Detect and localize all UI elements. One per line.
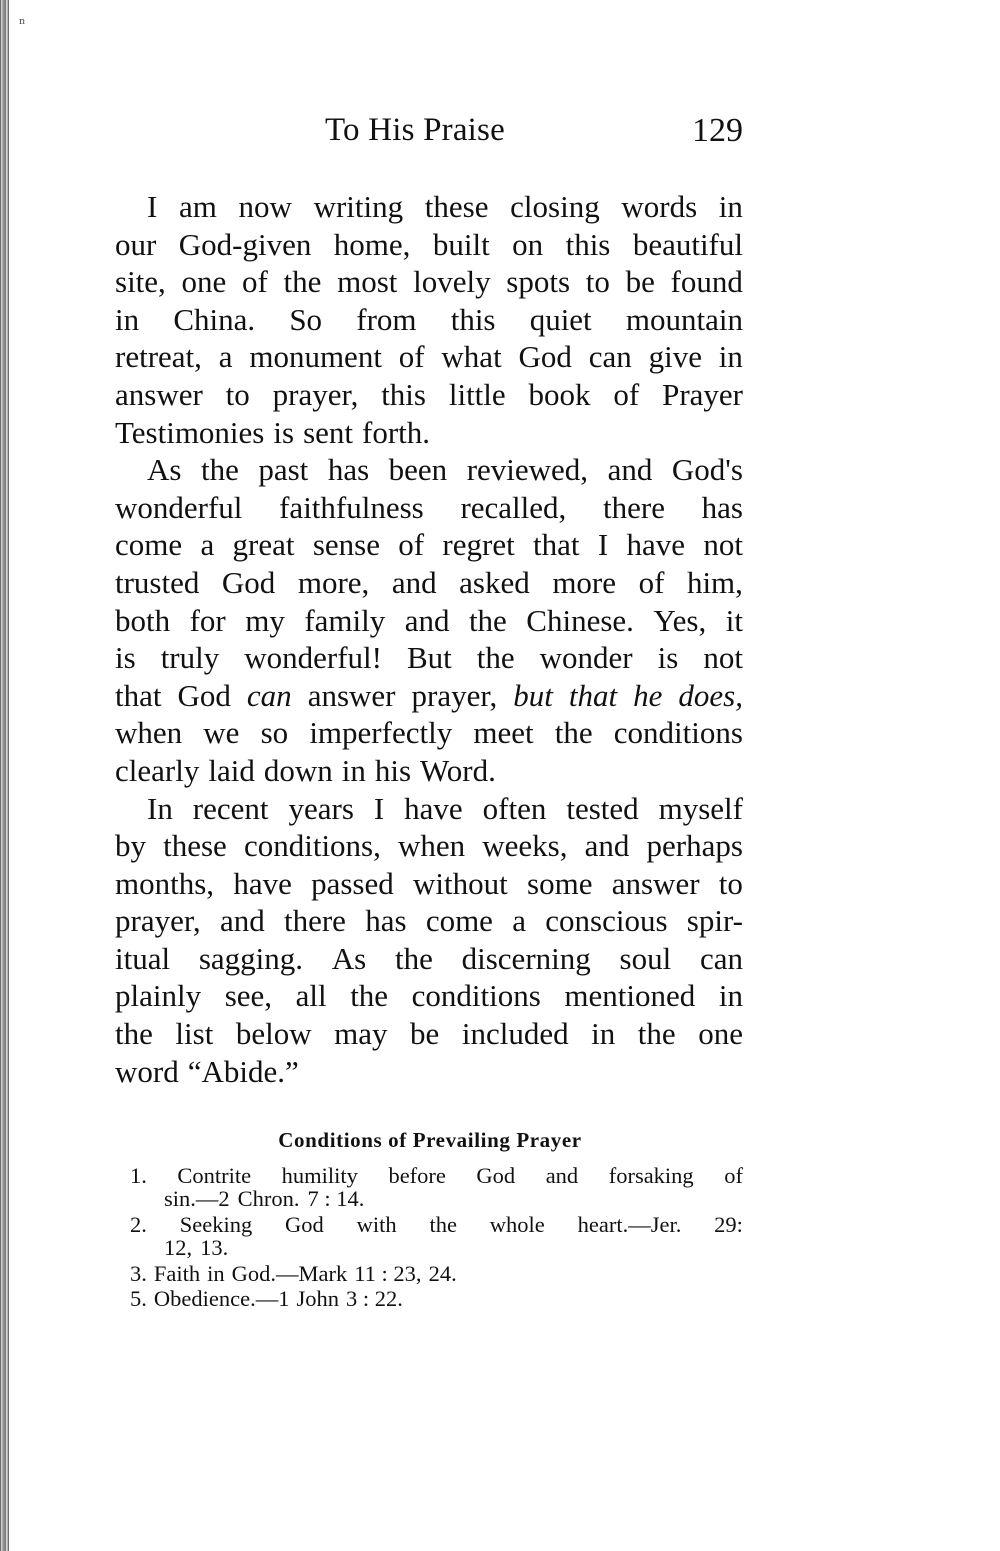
word: the [476,640,515,676]
word: passed [311,865,394,901]
text-line [115,489,743,527]
body-text [115,188,743,1090]
page-number: 129 [692,112,743,149]
word: clearly [115,752,200,788]
word: tested [566,790,639,826]
condition-number: 2. [130,1212,147,1237]
text-line [115,414,743,452]
condition-line [130,1286,743,1311]
word: both [115,602,171,638]
word: found [670,264,743,300]
word: John [296,1286,339,1311]
word: come [115,527,183,563]
word: forsaking [608,1163,694,1188]
word: is [273,414,295,450]
word: prayer, [115,903,201,939]
word: spots [506,264,571,300]
word: of [241,264,268,300]
text-line [115,451,743,489]
text-line [115,865,743,903]
word: myself [658,790,743,826]
word: see, [224,978,273,1014]
word: the [429,1212,457,1237]
word: 12, [164,1235,193,1260]
condition-continuation [130,1188,743,1212]
word: answer [611,865,700,901]
word: is [657,640,679,676]
word: have [404,790,463,826]
text-line [115,977,743,1015]
word: family [304,602,386,638]
word: of [724,1163,743,1188]
word: for [189,602,226,638]
paragraph [115,451,743,789]
word: in [718,189,743,224]
condition-line [130,1212,743,1237]
word: a [200,527,215,563]
word: “Abide.” [187,1053,299,1089]
word: most [337,264,398,300]
word: months, [115,865,215,901]
word: sense [312,527,380,563]
word: itual [115,940,171,976]
word: one [181,264,227,300]
word: that [533,527,580,563]
text-line [115,564,743,602]
word: Seeking [179,1212,253,1237]
word: the [115,1016,153,1052]
word: has [701,489,743,525]
word: writing [313,189,404,224]
text-line [115,301,743,339]
word: come [425,903,493,939]
word: sagging. [198,940,304,976]
text-line [115,639,743,677]
word: with [356,1212,397,1237]
binding-mark: ռ [19,16,25,26]
word: am [178,189,217,224]
word: great [232,527,295,563]
word: imperfectly [309,715,453,751]
word: the [554,715,593,751]
word: humility [281,1163,358,1188]
word: that [568,677,618,713]
word: answer [307,677,396,713]
word: quiet [529,301,592,337]
word: the [200,452,239,488]
condition-item [130,1261,743,1286]
word: retreat, [115,339,202,375]
word: before [388,1163,446,1188]
word: wonderful! [244,640,382,676]
paragraph [115,188,743,451]
word: of [398,527,425,563]
section-heading: Conditions of Prevailing Prayer [278,1128,582,1152]
word: give [648,339,702,375]
word: 3 : 22. [345,1286,403,1311]
word: sin.—2 [164,1186,230,1211]
text-line [115,338,743,376]
word: not [703,640,743,676]
text-line [115,188,743,226]
text-line [115,1015,743,1053]
word: may [334,1016,388,1052]
word: there [603,489,665,525]
word: the [637,1016,676,1052]
word: past [258,452,309,488]
word: can [246,677,292,713]
word: the [350,978,389,1014]
condition-item [130,1163,743,1212]
word: list [175,1016,214,1052]
word: Testimonies [115,414,265,450]
text-line [115,263,743,301]
word: weeks, [482,828,568,864]
word: As [147,452,182,488]
word: But [406,640,452,676]
word: plainly [115,978,202,1014]
word: answer [115,376,203,412]
word: closing [510,189,600,224]
word: these [424,189,489,224]
word: this [381,376,426,412]
word: a [218,339,233,375]
condition-line [130,1261,743,1286]
word: site, [115,264,166,300]
word: some [527,865,593,901]
word: Chron. [237,1186,300,1211]
text-line [115,790,743,828]
word: truly [160,640,220,676]
word: to [225,376,250,412]
word: laid [208,752,255,788]
word: when [115,715,183,751]
word: God.—Mark [231,1261,348,1286]
condition-item [130,1286,743,1311]
word: soul [619,940,672,976]
word: without [413,865,508,901]
word: God [221,564,276,600]
condition-number: 1. [130,1163,147,1188]
word: my [245,602,285,638]
word: be [410,1016,440,1052]
word: on [512,226,544,262]
word: recent [192,790,269,826]
word: often [482,790,547,826]
word: in [591,1016,616,1052]
word: of [613,376,640,412]
word: God [476,1163,516,1188]
word: words [621,189,698,224]
word: but [513,677,553,713]
word: faithfulness [279,489,424,525]
word: So [289,301,323,337]
word: down [263,752,333,788]
text-line [115,602,743,640]
word: more [552,564,617,600]
word: in [341,752,366,788]
word: conditions [613,715,743,751]
word: this [450,301,496,337]
word: all [295,978,327,1014]
word: so [260,715,289,751]
word: in [718,978,743,1014]
running-header [115,112,745,162]
text-line [115,677,743,715]
running-title: To His Praise [325,112,505,148]
word: 29: [714,1212,743,1237]
word: Prayer [662,376,743,412]
word: As [331,940,367,976]
word: book [528,376,591,412]
word: can [588,339,632,375]
word: God [518,339,572,375]
word: 24. [428,1261,457,1286]
word: Contrite [177,1163,252,1188]
word: built [432,226,490,262]
word: is [115,640,136,676]
word: whole [489,1212,545,1237]
word: these [163,828,227,864]
word: it [725,602,743,638]
word: I [147,189,158,224]
text-line [115,902,743,940]
word: have [626,527,685,563]
condition-line [130,1163,743,1188]
text-line [115,714,743,752]
word: the [395,940,433,976]
word: monument [249,339,382,375]
word: Faith [153,1261,201,1286]
text-line [115,376,743,414]
word: this [565,226,611,262]
word: little [448,376,506,412]
word: Obedience.—1 [153,1286,290,1311]
word: mountain [625,301,743,337]
word: he [633,677,663,713]
word: God-given [178,226,312,262]
word: I [373,790,385,826]
word: of [638,564,665,600]
word: him, [686,564,743,600]
condition-number: 3. [130,1261,147,1286]
text-line [115,940,743,978]
word: home, [333,226,411,262]
word: of [398,339,425,375]
word: recalled, [460,489,567,525]
word: perhaps [646,828,743,864]
word: one [698,1016,743,1052]
text-line [115,827,743,865]
word: heart.—Jer. [577,1212,682,1237]
word: been [388,452,448,488]
word: spir- [686,903,743,939]
text-line [115,1053,743,1091]
word: reviewed, [466,452,589,488]
word: asked [459,564,530,600]
word: God [285,1212,324,1237]
word: can [699,940,743,976]
word: conditions [411,978,541,1014]
word: Word. [420,752,496,788]
word: mentioned [564,978,696,1014]
word: Chinese. [526,602,634,638]
word: from [356,301,417,337]
word: what [441,339,502,375]
text-line [115,752,743,790]
word: God [177,677,231,713]
word: be [625,264,655,300]
word: trusted [115,564,200,600]
conditions-list [130,1163,743,1311]
word: beautiful [632,226,743,262]
word: and [584,828,630,864]
text-line [115,526,743,564]
word: and [607,452,653,488]
word: to [718,865,743,901]
word: when [398,828,466,864]
word: discerning [461,940,591,976]
word: in [207,1261,225,1286]
word: now [238,189,292,224]
word: that [115,677,162,713]
word: 11 : 23, [354,1261,422,1286]
word: wonderful [115,489,243,525]
word: more, [297,564,370,600]
word: and [545,1163,579,1188]
word: meet [473,715,534,751]
word: his [374,752,412,788]
word: in [718,339,743,375]
word: and [391,564,437,600]
word: the [283,264,322,300]
word: there [283,903,346,939]
word: has [327,452,370,488]
condition-item [130,1212,743,1261]
word: in [115,301,140,337]
word: prayer, [272,376,359,412]
word: forth. [362,414,431,450]
word: below [235,1016,312,1052]
word: Yes, [653,602,707,638]
word: we [203,715,240,751]
word: In [147,790,173,826]
word: has [365,903,407,939]
word: regret [442,527,515,563]
paragraph [115,790,743,1091]
word: lovely [413,264,491,300]
word: not [703,527,743,563]
text-line [115,226,743,264]
word: by [115,828,146,864]
word: our [115,226,157,262]
word: conscious [545,903,668,939]
word: years [288,790,354,826]
word: I [597,527,609,563]
word: to [585,264,610,300]
word: included [461,1016,569,1052]
word: 7 : 14. [307,1186,365,1211]
word: the [468,602,507,638]
word: 13. [200,1235,229,1260]
word: have [233,865,292,901]
word: wonder [539,640,633,676]
word: China. [173,301,256,337]
word: and [219,903,265,939]
word: sent [303,414,353,450]
word: conditions, [243,828,381,864]
word: a [512,903,526,939]
condition-continuation [130,1237,743,1261]
word: word [115,1053,179,1089]
book-binding-edge [0,0,9,1551]
word: God's [671,452,743,488]
word: does, [678,677,743,713]
word: and [404,602,450,638]
word: prayer, [411,677,498,713]
condition-number: 5. [130,1286,147,1311]
